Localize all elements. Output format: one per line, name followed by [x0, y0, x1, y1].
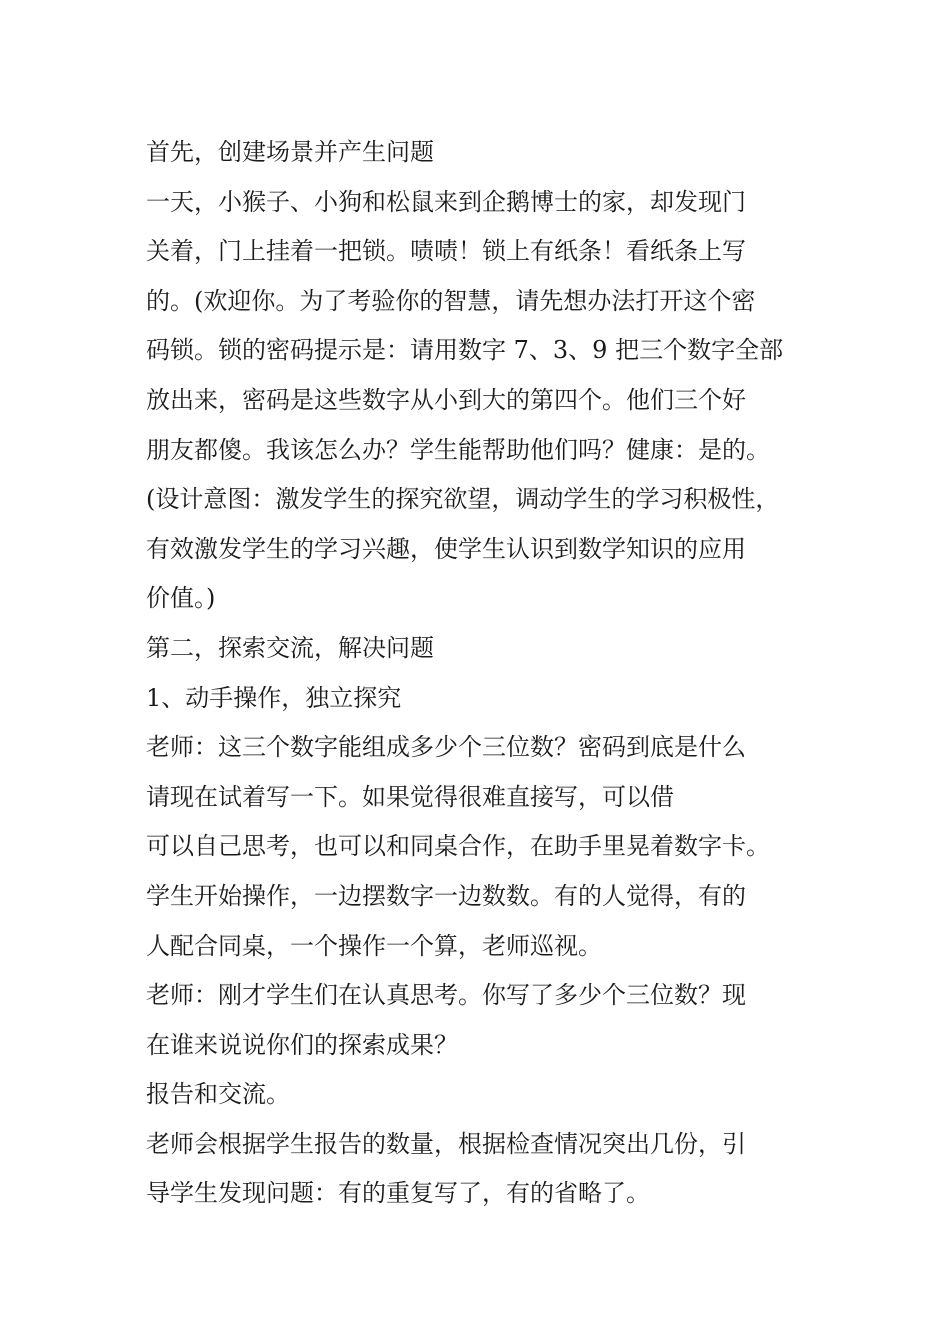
- paragraph-line: 的。(欢迎你。为了考验你的智慧，请先想办法打开这个密: [146, 286, 756, 315]
- paragraph-line: 价值。): [146, 584, 216, 613]
- paragraph-line: 放出来，密码是这些数字从小到大的第四个。他们三个好: [146, 385, 746, 414]
- paragraph-line: 有效激发学生的学习兴趣，使学生认识到数学知识的应用: [146, 534, 746, 563]
- paragraph-line: 学生开始操作，一边摆数字一边数数。有的人觉得，有的: [146, 881, 746, 910]
- paragraph-line: 老师：这三个数字能组成多少个三位数？密码到底是什么: [146, 733, 746, 762]
- paragraph-line: 人配合同桌，一个操作一个算，老师巡视。: [146, 931, 602, 960]
- section-heading-1: 首先，创建场景并产生问题: [146, 138, 434, 166]
- paragraph-line: 关着，门上挂着一把锁。啧啧！锁上有纸条！看纸条上写: [146, 237, 746, 266]
- subsection-heading: 1、动手操作，独立探究: [146, 683, 402, 712]
- paragraph-line: 一天，小猴子、小狗和松鼠来到企鹅博士的家，却发现门: [146, 187, 746, 216]
- paragraph-line: (设计意图：激发学生的探究欲望，调动学生的学习积极性，: [146, 485, 780, 514]
- paragraph-line: 码锁。锁的密码提示是：请用数字 7、3、9 把三个数字全部: [146, 336, 784, 365]
- paragraph-line: 可以自己思考，也可以和同桌合作，在助手里晃着数字卡。: [146, 832, 770, 861]
- paragraph-line: 导学生发现问题：有的重复写了，有的省略了。: [146, 1179, 650, 1208]
- document-body: [146, 128, 826, 1219]
- section-heading-2: 第二，探索交流，解决问题: [146, 633, 434, 662]
- paragraph-line: 老师：刚才学生们在认真思考。你写了多少个三位数？现: [146, 981, 746, 1010]
- paragraph-line: 报告和交流。: [146, 1080, 290, 1109]
- paragraph-line: 在谁来说说你们的探索成果？: [146, 1030, 458, 1059]
- paragraph-line: 朋友都傻。我该怎么办？学生能帮助他们吗？健康：是的。: [146, 435, 770, 464]
- paragraph-line: 老师会根据学生报告的数量，根据检查情况突出几份，引: [146, 1129, 746, 1158]
- paragraph-line: 请现在试着写一下。如果觉得很难直接写，可以借: [146, 782, 674, 811]
